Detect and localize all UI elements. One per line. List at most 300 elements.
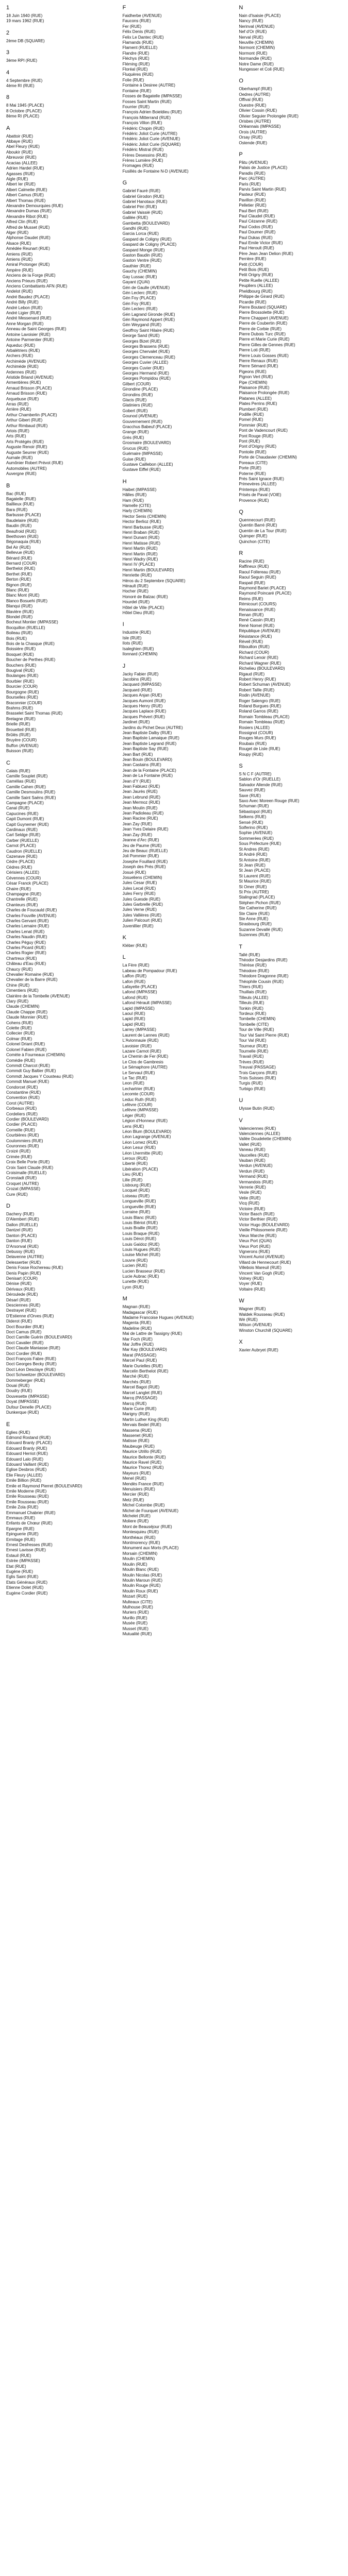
street-entry: Jules Garbrelle (RUE) bbox=[122, 902, 163, 907]
street-entry: Dantzel (RUE) bbox=[6, 1228, 33, 1233]
street-entry: Baillieux (RUE) bbox=[6, 502, 35, 507]
street-entry: Enfants de Chœur (RUE) bbox=[6, 1521, 53, 1526]
street-entry: Madeline (RUE) bbox=[122, 1326, 152, 1331]
street-entry: Lafond (IMPASSE) bbox=[122, 990, 157, 995]
street-entry: Vetie (RUE) bbox=[239, 1195, 261, 1200]
letter-section bbox=[123, 621, 226, 657]
street-entry: Tallé (RUE) bbox=[239, 952, 260, 957]
street-entry: Jean Bouin (BOULEVARD) bbox=[122, 757, 173, 762]
letter-section bbox=[6, 29, 109, 44]
street-entry: Pont Rouge (RUE) bbox=[239, 433, 274, 438]
street-entry: Rouget de Lisle (RUE) bbox=[239, 747, 280, 752]
street-entry: Romain Tombleau (RUE) bbox=[239, 720, 285, 725]
street-entry: Aqueduc (RUE) bbox=[6, 343, 36, 348]
street-entry: Pomel (RUE) bbox=[239, 417, 263, 422]
street-entry: Plumbert (RUE) bbox=[239, 406, 268, 412]
street-entry: Ribouillon (RUE) bbox=[239, 645, 270, 650]
street-entry: Debussy (RUE) bbox=[6, 1249, 35, 1254]
street-entry: Auguste Seurrer (RUE) bbox=[6, 450, 49, 455]
street-entry: Girondine (PLACE) bbox=[122, 387, 158, 392]
street-entry: Victor Hugo (BOULEVARD) bbox=[239, 1222, 290, 1227]
street-entry: Albert Ier (RUE) bbox=[6, 182, 36, 187]
street-entry: Louis Dérot (RUE) bbox=[122, 1236, 157, 1242]
street-entry: Suzennes (RUE) bbox=[239, 933, 270, 938]
street-entry: Jean de la Fontaine (PLACE) bbox=[122, 768, 176, 773]
street-entry: Pontoile (RUE) bbox=[239, 449, 267, 454]
street-entry: Fléming (RUE) bbox=[122, 61, 150, 66]
street-entry: Plates Perrins (RUE) bbox=[239, 401, 277, 406]
street-entry: Platanes (ALLEE) bbox=[239, 396, 272, 401]
street-entry: Richard (COUR) bbox=[239, 650, 270, 655]
street-entry: Lyon (RUE) bbox=[122, 1284, 144, 1290]
street-entry: Vermandois (RUE) bbox=[239, 1179, 274, 1184]
street-entry: Olivier Cossin (RUE) bbox=[239, 108, 277, 113]
street-entry: Dallon (RUELLE) bbox=[6, 1222, 38, 1227]
street-entry: Picardie (RUE) bbox=[239, 299, 267, 304]
street-entry: Déroulede (RUE) bbox=[6, 1292, 38, 1297]
street-entry: Madagascar (RUE) bbox=[122, 1310, 158, 1315]
street-entry: Baudin (RUE) bbox=[6, 523, 32, 529]
letter-section bbox=[6, 482, 109, 754]
street-entry: Monument aux Morts (PLACE) bbox=[122, 1546, 179, 1551]
street-entry: S N C F (AUTRE) bbox=[239, 772, 272, 776]
street-entry: Maurice Ravel (RUE) bbox=[122, 1460, 162, 1465]
street-entry: Colonel Driant (RUE) bbox=[6, 1042, 45, 1047]
street-entry: Raspail (RUE) bbox=[239, 580, 266, 585]
street-entry: Le Servaul (RUE) bbox=[122, 1070, 155, 1075]
street-entry: Paul Cézanne (RUE) bbox=[239, 219, 278, 224]
street-entry: Buisson (RUE) bbox=[6, 749, 34, 754]
street-entry: Jean Baptiste Dalby (RUE) bbox=[122, 730, 172, 735]
street-entry: Suzanne Devallé (RUE) bbox=[239, 927, 283, 932]
street-entry: Denisart (COUR) bbox=[6, 1276, 38, 1281]
letter-section bbox=[239, 4, 342, 72]
street-entry: Calais (RUE) bbox=[6, 768, 30, 773]
street-entry: Mar Kay (BOULEVARD) bbox=[122, 1347, 167, 1352]
index-column-3 bbox=[239, 3, 342, 2576]
street-entry: Automobiles (AUTRE) bbox=[6, 466, 47, 471]
street-entry: Travail (RUE) bbox=[239, 1054, 264, 1059]
street-entry: Wilson (AVENUE) bbox=[239, 1323, 272, 1328]
street-entry: Michelet (RUE) bbox=[122, 1514, 151, 1519]
street-entry: Tordeux (RUE) bbox=[239, 1011, 267, 1016]
street-entry: Théodor Desjardins (RUE) bbox=[239, 958, 288, 962]
street-entry: Gayant (QUAI) bbox=[122, 280, 150, 285]
street-entry: Arts (RUE) bbox=[6, 434, 26, 439]
street-entry: Amiral Protonger (RUE) bbox=[6, 262, 50, 267]
street-entry: Petite Ruelle (ALLEE) bbox=[239, 278, 279, 283]
street-entry: Dufour Denelle (PLACE) bbox=[6, 1404, 52, 1410]
street-entry: Jules Vallières (RUE) bbox=[122, 912, 162, 918]
street-entry: Stéphen Pichon (RUE) bbox=[239, 900, 281, 905]
street-entry: Brouetteil (RUE) bbox=[6, 727, 37, 732]
letter-heading: G bbox=[122, 180, 127, 187]
street-entry: Bois de la Chasque (RUE) bbox=[6, 641, 55, 647]
street-entry: Epargne (RUE) bbox=[6, 1526, 35, 1531]
letter-heading: F bbox=[122, 5, 126, 11]
street-entry: Hector Senis (CHEMIN) bbox=[122, 514, 167, 519]
street-entry: Gouvernement (RUE) bbox=[122, 419, 163, 424]
street-entry: Bocheut Montier (IMPASSE) bbox=[6, 620, 58, 625]
street-entry: Mar Foch (RUE) bbox=[122, 1336, 153, 1342]
street-entry: Faidherbe (AVENUE) bbox=[122, 13, 162, 18]
street-entry: Gaston Baudin (RUE) bbox=[122, 253, 163, 258]
street-entry: Gounod (AVENUE) bbox=[122, 414, 158, 419]
street-entry: Thuillais (RUE) bbox=[239, 990, 267, 995]
street-entry: Gustave Caillebon (ALLEE) bbox=[122, 462, 173, 467]
letter-section bbox=[123, 179, 226, 473]
street-entry: Acacias (ALLEE) bbox=[6, 160, 38, 165]
street-entry: Clary (RUE) bbox=[6, 999, 29, 1004]
street-entry: Eglies (RUE) bbox=[6, 1430, 30, 1435]
street-entry: Emile Zola (RUE) bbox=[6, 1505, 39, 1510]
street-entry: Doct Bourdier (RUE) bbox=[6, 1324, 44, 1329]
street-entry: Cévennes (COUR) bbox=[6, 875, 41, 880]
street-entry: Peupliers (ALLEE) bbox=[239, 283, 273, 289]
letter-heading: H bbox=[122, 478, 127, 485]
street-entry: Tour de Ville (RUE) bbox=[239, 1027, 274, 1032]
street-entry: Anneau de Saint Georges (RUE) bbox=[6, 327, 67, 332]
street-entry: Louise Michel (RUE) bbox=[122, 1252, 161, 1258]
street-entry: Moulin Blanc (RUE) bbox=[122, 1567, 159, 1572]
street-entry: Bégonaquia (RUE) bbox=[6, 539, 41, 545]
street-entry: Saxo Avec Moreen Rouge (RUE) bbox=[239, 799, 300, 804]
street-entry: Hourdel (RUE) bbox=[122, 600, 150, 605]
street-entry: Winston Churchill (SQUARE) bbox=[239, 1328, 292, 1333]
street-entry: Volney (RUE) bbox=[239, 1276, 264, 1281]
street-entry: Jeanne d'Arc (RUE) bbox=[122, 838, 159, 843]
street-entry: Pierre Dubois Turc (RUE) bbox=[239, 331, 286, 336]
street-entry: Trois Garçons (RUE) bbox=[239, 1070, 277, 1075]
street-entry: Jacquard (IMPASSE) bbox=[122, 682, 162, 687]
street-entry: Marie Curie (RUE) bbox=[122, 1406, 157, 1411]
street-entry: Léon Lesur (RUE) bbox=[122, 1145, 156, 1150]
street-entry: Treuval (PASSAGE) bbox=[239, 1065, 276, 1070]
street-entry: Notre Dame (RUE) bbox=[239, 61, 274, 66]
street-entry: Arthur Gibert (RUE) bbox=[6, 418, 43, 423]
street-entry: Arquebuse (RUE) bbox=[6, 396, 39, 401]
street-entry: Roupy (RUE) bbox=[239, 752, 263, 757]
street-entry: Albert Calmette (RUE) bbox=[6, 187, 47, 192]
street-entry: Edouard Vaillant (RUE) bbox=[6, 1462, 49, 1467]
street-entry: George Sand (RUE) bbox=[122, 333, 160, 338]
street-entry: Camille Cahen (RUE) bbox=[6, 784, 46, 789]
street-entry: Georges Hermand (RUE) bbox=[122, 371, 169, 376]
street-entry: Louis Braille (RUE) bbox=[122, 1226, 158, 1231]
street-entry: Georges Brassens (RUE) bbox=[122, 344, 170, 349]
street-entry: Bel Air (RUE) bbox=[6, 545, 31, 550]
letter-section bbox=[239, 151, 342, 503]
street-entry: Raoul Seguin (RUE) bbox=[239, 575, 276, 580]
street-entry: Braconnier (COUR) bbox=[6, 700, 42, 705]
street-entry: Convention (RUE) bbox=[6, 1095, 40, 1100]
street-entry: Vieille Philosomerie (RUE) bbox=[239, 1228, 288, 1233]
street-entry: Folie (RUE) bbox=[122, 77, 144, 82]
street-entry: Collecier (RUE) bbox=[6, 1031, 35, 1036]
street-entry: Edouard Branly (RUE) bbox=[6, 1446, 47, 1451]
street-entry: Lieu (RUE) bbox=[122, 1172, 143, 1177]
street-entry: Dachery (RUE) bbox=[6, 1212, 35, 1217]
street-entry: Roland Garros (RUE) bbox=[239, 709, 278, 714]
street-entry: Résistance (RUE) bbox=[239, 634, 272, 639]
street-entry: Doct Cavalier (RUE) bbox=[6, 1340, 44, 1345]
street-entry: Pigeons (RUE) bbox=[239, 369, 267, 374]
street-entry: Dommeberger (RUE) bbox=[6, 1378, 45, 1383]
street-entry: Hamelle (CITE) bbox=[122, 503, 151, 508]
street-entry: Printemps (RUE) bbox=[239, 487, 270, 492]
letter-heading: V bbox=[239, 1117, 243, 1124]
street-entry: Oedres (AUTRE) bbox=[239, 92, 271, 97]
street-entry: Victor Basch (RUE) bbox=[239, 1212, 275, 1217]
street-entry: Valenciennes (ALLEE) bbox=[239, 1131, 280, 1136]
street-entry: Boileau (RUE) bbox=[6, 631, 33, 636]
street-entry: Grès (RUE) bbox=[122, 435, 144, 440]
street-entry: Louis Braque (RUE) bbox=[122, 1231, 160, 1236]
street-entry: Abreuvoir (RUE) bbox=[6, 155, 37, 160]
street-entry: Rossignol (COUR) bbox=[239, 730, 273, 735]
street-entry: Pierre de Coubertin (RUE) bbox=[239, 321, 288, 326]
street-entry: Vincent Auriol (AVENUE) bbox=[239, 1255, 285, 1260]
street-entry: Lefèvre (COUR) bbox=[122, 1102, 153, 1107]
street-entry: Pierre de Corbie (RUE) bbox=[239, 326, 282, 331]
street-entry: Fléchys (RUE) bbox=[122, 56, 150, 61]
street-entry: Laoul (RUE) bbox=[122, 1011, 145, 1016]
street-entry: Pommier (RUE) bbox=[239, 422, 268, 428]
street-entry: Salvador Allende (RUE) bbox=[239, 782, 283, 787]
street-entry: Laffon (RUE) bbox=[122, 974, 147, 979]
letter-section bbox=[239, 1117, 342, 1293]
letter-heading: T bbox=[239, 943, 243, 950]
street-entry: Henri Barbusse (RUE) bbox=[122, 524, 164, 530]
street-entry: Josueliens (CHEMIN) bbox=[122, 875, 162, 880]
street-entry: Jules Cesar (RUE) bbox=[122, 880, 157, 886]
street-entry: Charles Lenat (RUE) bbox=[6, 929, 45, 934]
index-column-1 bbox=[6, 3, 109, 2576]
street-entry: Le Tac (RUE) bbox=[122, 1075, 147, 1080]
street-entry: Clairière de la Tombelle (AVENUE) bbox=[6, 993, 70, 998]
street-entry: Léon Blum (BOULEVARD) bbox=[122, 1129, 172, 1134]
street-entry: Amédée Reunart (RUE) bbox=[6, 246, 50, 251]
street-entry: Juvenillier (RUE) bbox=[122, 923, 154, 928]
street-entry: Orsay (RUE) bbox=[239, 135, 263, 140]
street-entry: Bourgogne (RUE) bbox=[6, 689, 39, 694]
street-entry: Quimper (RUE) bbox=[239, 534, 268, 539]
street-entry: Turgis (RUE) bbox=[239, 1081, 263, 1086]
street-entry: Cimentiers (RUE) bbox=[6, 988, 39, 993]
street-entry: Poterne (RUE) bbox=[239, 471, 266, 476]
street-entry: Josephe Fouillard (RUE) bbox=[122, 859, 168, 864]
street-entry: Gaspard de Coligny (RUE) bbox=[122, 236, 172, 242]
street-entry: Roger Salengro (RUE) bbox=[239, 698, 280, 703]
street-entry: Bocquillon (RUELLE) bbox=[6, 625, 45, 630]
street-entry: Théodore Dragonne (RUE) bbox=[239, 974, 289, 979]
street-entry: Ste Anne (RUE) bbox=[239, 916, 269, 921]
street-entry: D'Arsonval (RUE) bbox=[6, 1244, 39, 1249]
street-entry: Sébastopol (RUE) bbox=[239, 809, 272, 814]
street-entry: Tour Val (RUE) bbox=[239, 1038, 267, 1043]
street-entry: Louis Blanc (RUE) bbox=[122, 1215, 157, 1220]
street-entry: Guémaire (IMPASSE) bbox=[122, 451, 163, 456]
street-entry: Voltaire (RUE) bbox=[239, 1286, 266, 1292]
street-entry: Jacques Anjan (RUE) bbox=[122, 693, 162, 698]
street-entry: Aboukir (RUE) bbox=[6, 149, 33, 155]
street-entry: Richelieu (BOULEVARD) bbox=[239, 666, 285, 671]
street-entry: Fosses Saint Martin (RUE) bbox=[122, 99, 172, 104]
street-entry: Rodin (AVENUE) bbox=[239, 693, 271, 698]
street-entry: Archers (RUE) bbox=[6, 353, 34, 359]
street-entry: Arbalétriers (RUE) bbox=[6, 348, 40, 353]
street-entry: Eglise Desbros (RUE) bbox=[6, 1467, 47, 1472]
street-entry: Henri IV (PLACE) bbox=[122, 562, 155, 567]
street-entry: Maurice Bellonte (RUE) bbox=[122, 1454, 166, 1460]
street-entry: Dénise (RUE) bbox=[6, 1281, 32, 1286]
street-entry: Andelot (RUE) bbox=[6, 289, 33, 294]
street-entry: Wé (RUE) bbox=[239, 1317, 258, 1322]
street-entry: Cazenave (RUE) bbox=[6, 854, 38, 859]
street-entry: Moulin Nicolas (RUE) bbox=[122, 1572, 162, 1578]
street-entry: Blanqui (RUE) bbox=[6, 604, 33, 609]
street-entry: Le Chemin de Fer (RUE) bbox=[122, 1054, 169, 1059]
street-entry: Vallée Doudelette (CHEMIN) bbox=[239, 1137, 292, 1142]
street-entry: Bernard (COUR) bbox=[6, 561, 37, 566]
street-entry: Théodore (RUE) bbox=[239, 968, 270, 973]
street-entry: Camélias (RUE) bbox=[6, 779, 36, 784]
street-entry: Capit Dumont (RUE) bbox=[6, 817, 44, 822]
street-entry: Selkens (RUE) bbox=[239, 815, 267, 820]
street-entry: Isle (RUE) bbox=[122, 635, 142, 640]
street-entry: Trèves (RUE) bbox=[239, 1059, 264, 1064]
street-entry: Eugène Cordier (RUE) bbox=[6, 1590, 48, 1596]
street-entry: Pierre Sémard (RUE) bbox=[239, 364, 278, 369]
letter-section bbox=[6, 1421, 109, 1597]
street-entry: Vignerons (RUE) bbox=[239, 1249, 270, 1254]
street-entry: Anciens Combattants AFN (RUE) bbox=[6, 284, 68, 289]
street-entry: Léon Lomez (RUE) bbox=[122, 1140, 158, 1145]
street-entry: Montmorency (RUE) bbox=[122, 1540, 160, 1546]
street-entry: Charles Rogier (RUE) bbox=[6, 951, 46, 956]
street-entry: Aristide Briand (AVENUE) bbox=[6, 375, 54, 380]
street-entry: Pierre et Marie Curie (RUE) bbox=[239, 337, 290, 342]
street-entry: Gambetta (BOULEVARD) bbox=[122, 221, 170, 226]
street-entry: Orléannais (IMPASSE) bbox=[239, 124, 281, 129]
street-entry: Georges Pompidou (RUE) bbox=[122, 376, 171, 381]
street-entry: Louvre (RUE) bbox=[122, 1258, 148, 1263]
street-entry: Xavier Aubryet (RUE) bbox=[239, 1348, 278, 1353]
street-entry: Doct Cordier (RUE) bbox=[6, 1351, 42, 1356]
street-entry: Ilonnard (CHEMIN) bbox=[122, 652, 158, 657]
street-entry: Capit Guynemer (RUE) bbox=[6, 822, 49, 827]
street-entry: Gén Leclerc (RUE) bbox=[122, 290, 158, 295]
street-entry: Gabriel Vaissié (RUE) bbox=[122, 210, 163, 215]
street-entry: Mervais Bedel (RUE) bbox=[122, 1422, 161, 1428]
street-entry: Corot (AUTRE) bbox=[6, 1100, 35, 1106]
street-entry: Mutualité (RUE) bbox=[122, 1631, 152, 1636]
street-entry: Le Sémaphore (AUTRE) bbox=[122, 1065, 168, 1070]
street-entry: Liberté (RUE) bbox=[122, 1161, 148, 1166]
street-entry: Alger (RUE) bbox=[6, 230, 29, 235]
street-entry: Ouestre (RUE) bbox=[239, 103, 267, 108]
street-entry: Paul Doumer (RUE) bbox=[239, 230, 276, 235]
street-entry: Provence (RUE) bbox=[239, 498, 269, 503]
street-entry: Lorraine (RUE) bbox=[122, 1210, 151, 1215]
street-entry: Estrée (IMPASSE) bbox=[6, 1558, 40, 1564]
street-entry: 8 Mai 1945 (PLACE) bbox=[6, 103, 44, 108]
street-entry: Pierre Louis Gosses (RUE) bbox=[239, 353, 289, 358]
street-entry: Commdt Jacques Y Cousteau (RUE) bbox=[6, 1074, 74, 1079]
letter-section bbox=[6, 49, 109, 63]
street-entry: Charles Péguy (RUE) bbox=[6, 940, 46, 945]
street-entry: Héros du 2 Septembre (SQUARE) bbox=[122, 578, 186, 583]
street-entry: Michel de Fourquet (AVENUE) bbox=[122, 1508, 179, 1513]
street-entry: Aumônier Robert Prévot (RUE) bbox=[6, 461, 63, 466]
letter-section bbox=[123, 934, 226, 948]
street-entry: Doct Léon Desclaye (RUE) bbox=[6, 1367, 56, 1372]
street-entry: Sensé (RUE) bbox=[239, 820, 263, 825]
street-entry: Fusillés de Fontaine N-D (AVENUE) bbox=[122, 168, 189, 174]
street-entry: Victoire (RUE) bbox=[239, 1206, 266, 1211]
street-entry: Boulanges (RUE) bbox=[6, 673, 39, 679]
street-entry: Abbaye (RUE) bbox=[6, 139, 33, 144]
street-entry: Verrerie (RUE) bbox=[239, 1185, 266, 1190]
street-entry: Haibet (IMPASSE) bbox=[122, 487, 157, 492]
street-entry: Jacques Henry (RUE) bbox=[122, 703, 163, 708]
street-entry: Doct Claude Maniasse (RUE) bbox=[6, 1346, 60, 1351]
street-entry: Prisés de Paval (VOIE) bbox=[239, 493, 281, 498]
street-entry: Moliere (RUE) bbox=[122, 1519, 149, 1524]
street-entry: Marché (RUE) bbox=[122, 1374, 149, 1379]
street-entry: Vieux Port (RUE) bbox=[239, 1244, 271, 1249]
street-entry: Barbusse (PLACE) bbox=[6, 513, 41, 518]
street-entry: Offival (RUE) bbox=[239, 97, 263, 103]
street-entry: Champagne (RUE) bbox=[6, 891, 42, 896]
street-entry: Bellevue (RUE) bbox=[6, 550, 35, 555]
street-entry: Matisse (RUE) bbox=[122, 1438, 150, 1444]
street-entry: Blavière (RUE) bbox=[6, 609, 34, 614]
letter-heading: J bbox=[122, 663, 126, 669]
street-entry: Gabriel Fauré (RUE) bbox=[122, 189, 161, 194]
street-entry: Emile Moderne (RUE) bbox=[6, 1488, 47, 1494]
street-entry: Ernest Desfresses (RUE) bbox=[6, 1543, 53, 1548]
street-entry: Hocher (RUE) bbox=[122, 589, 148, 594]
street-entry: Tournelle (RUE) bbox=[239, 1048, 269, 1054]
street-entry: Romain Tombleau (PLACE) bbox=[239, 714, 290, 719]
street-entry: Albert Camus (RUE) bbox=[6, 193, 44, 198]
street-entry: Bouchers (RUE) bbox=[6, 663, 37, 668]
street-entry: Ernest Lavisse (RUE) bbox=[6, 1548, 46, 1553]
street-entry: Edouard Lalo (RUE) bbox=[6, 1456, 44, 1462]
street-entry: Turbigo (RUE) bbox=[239, 1086, 266, 1091]
street-entry: Menel (RUE) bbox=[122, 1476, 146, 1481]
street-entry: Alsace (RUE) bbox=[6, 241, 31, 246]
street-entry: Paul Bert (RUE) bbox=[239, 208, 269, 213]
street-entry: Louis Hugues (RUE) bbox=[122, 1247, 161, 1252]
street-entry: Amiens (RUE) bbox=[6, 257, 33, 262]
street-entry: Alphonse Daudet (RUE) bbox=[6, 235, 51, 241]
street-entry: Voyer (RUE) bbox=[239, 1281, 262, 1286]
street-entry: Emile Rousseau (RUE) bbox=[6, 1499, 49, 1504]
street-entry: Normandie (RUE) bbox=[239, 56, 272, 61]
street-entry: Marigny (RUE) bbox=[122, 1412, 150, 1417]
street-entry: Henri Matisse (RUE) bbox=[122, 540, 161, 546]
street-entry: Ulysse Butin (RUE) bbox=[239, 1106, 275, 1111]
street-entry: Lafond (RUE) bbox=[122, 995, 148, 1000]
street-entry: Doct Schweitzer (BOULEVARD) bbox=[6, 1372, 65, 1378]
street-entry: Henri Martin (RUE) bbox=[122, 546, 158, 551]
street-entry: André Billy (RUE) bbox=[6, 300, 39, 305]
street-entry: Abel Fleury (RUE) bbox=[6, 144, 40, 149]
street-entry: Moulin (CHEMIN) bbox=[122, 1556, 155, 1562]
street-entry: Emile Rousseau (RUE) bbox=[6, 1494, 49, 1499]
